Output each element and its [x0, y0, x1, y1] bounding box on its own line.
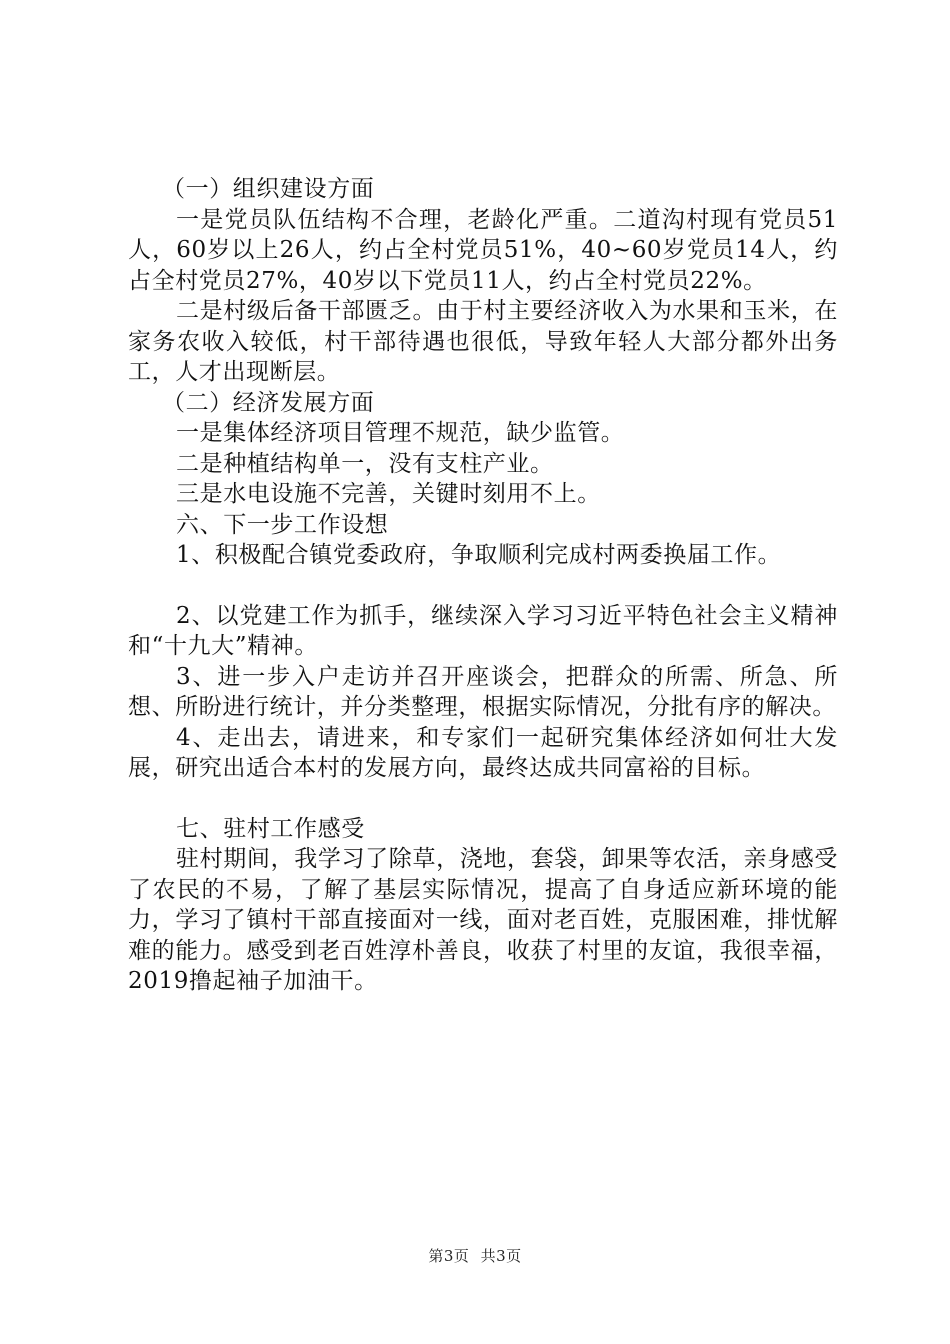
list-item-3: 3、进一步入户走访并召开座谈会，把群众的所需、所急、所想、所盼进行统计，并分类整理，根据实际情况，分批有序的解决。	[128, 663, 838, 720]
paragraph-utilities: 三是水电设施不完善，关键时刻用不上。	[176, 481, 601, 507]
paragraph-collective-economy: 一是集体经济项目管理不规范，缺少监管。	[176, 420, 625, 446]
paragraph-reflections: 驻村期间，我学习了除草，浇地，套袋，卸果等农活，亲身感受了农民的不易，了解了基层实际情况，提高了自身适应新环境的能力，学习了镇村干部直接面对一线，面对老百姓，克服困难，排忧解难的能力。感受到老百姓淳朴善良，收获了村里的友谊，我很幸福，2019撸起袖子加油干。	[128, 846, 838, 994]
section-heading-reflections: 七、驻村工作感受	[176, 815, 365, 842]
page-total: 共3页	[480, 1247, 522, 1265]
paragraph-planting-structure: 二是种植结构单一，没有支柱产业。	[176, 450, 554, 477]
section-heading-economy: （二）经济发展方面	[162, 389, 375, 416]
section-heading-organization: （一）组织建设方面	[162, 176, 375, 202]
paragraph-party-structure: 一是党员队伍结构不合理，老龄化严重。二道沟村现有党员51人，60岁以上26人，约占全村党员51%，40~60岁党员14人，约占全村党员27%，40岁以下党员11人，约占全村党员22%。	[128, 206, 838, 294]
document-body	[128, 174, 838, 997]
section-heading-next-steps: 六、下一步工作设想	[176, 511, 389, 538]
list-item-4: 4、走出去，请进来，和专家们一起研究集体经济如何壮大发展，研究出适合本村的发展方向，最终达成共同富裕的目标。	[128, 724, 838, 781]
list-item-1: 1、积极配合镇党委政府，争取顺利完成村两委换届工作。	[176, 542, 782, 568]
paragraph-reserve-cadres: 二是村级后备干部匮乏。由于村主要经济收入为水果和玉米，在家务农收入较低，村干部待遇也很低，导致年轻人大部分都外出务工，人才出现断层。	[128, 298, 838, 385]
page-footer	[0, 1245, 950, 1266]
list-item-2: 2、以党建工作为抓手，继续深入学习习近平特色社会主义精神和“十九大”精神。	[128, 602, 838, 659]
page-number: 第3页	[428, 1247, 470, 1265]
